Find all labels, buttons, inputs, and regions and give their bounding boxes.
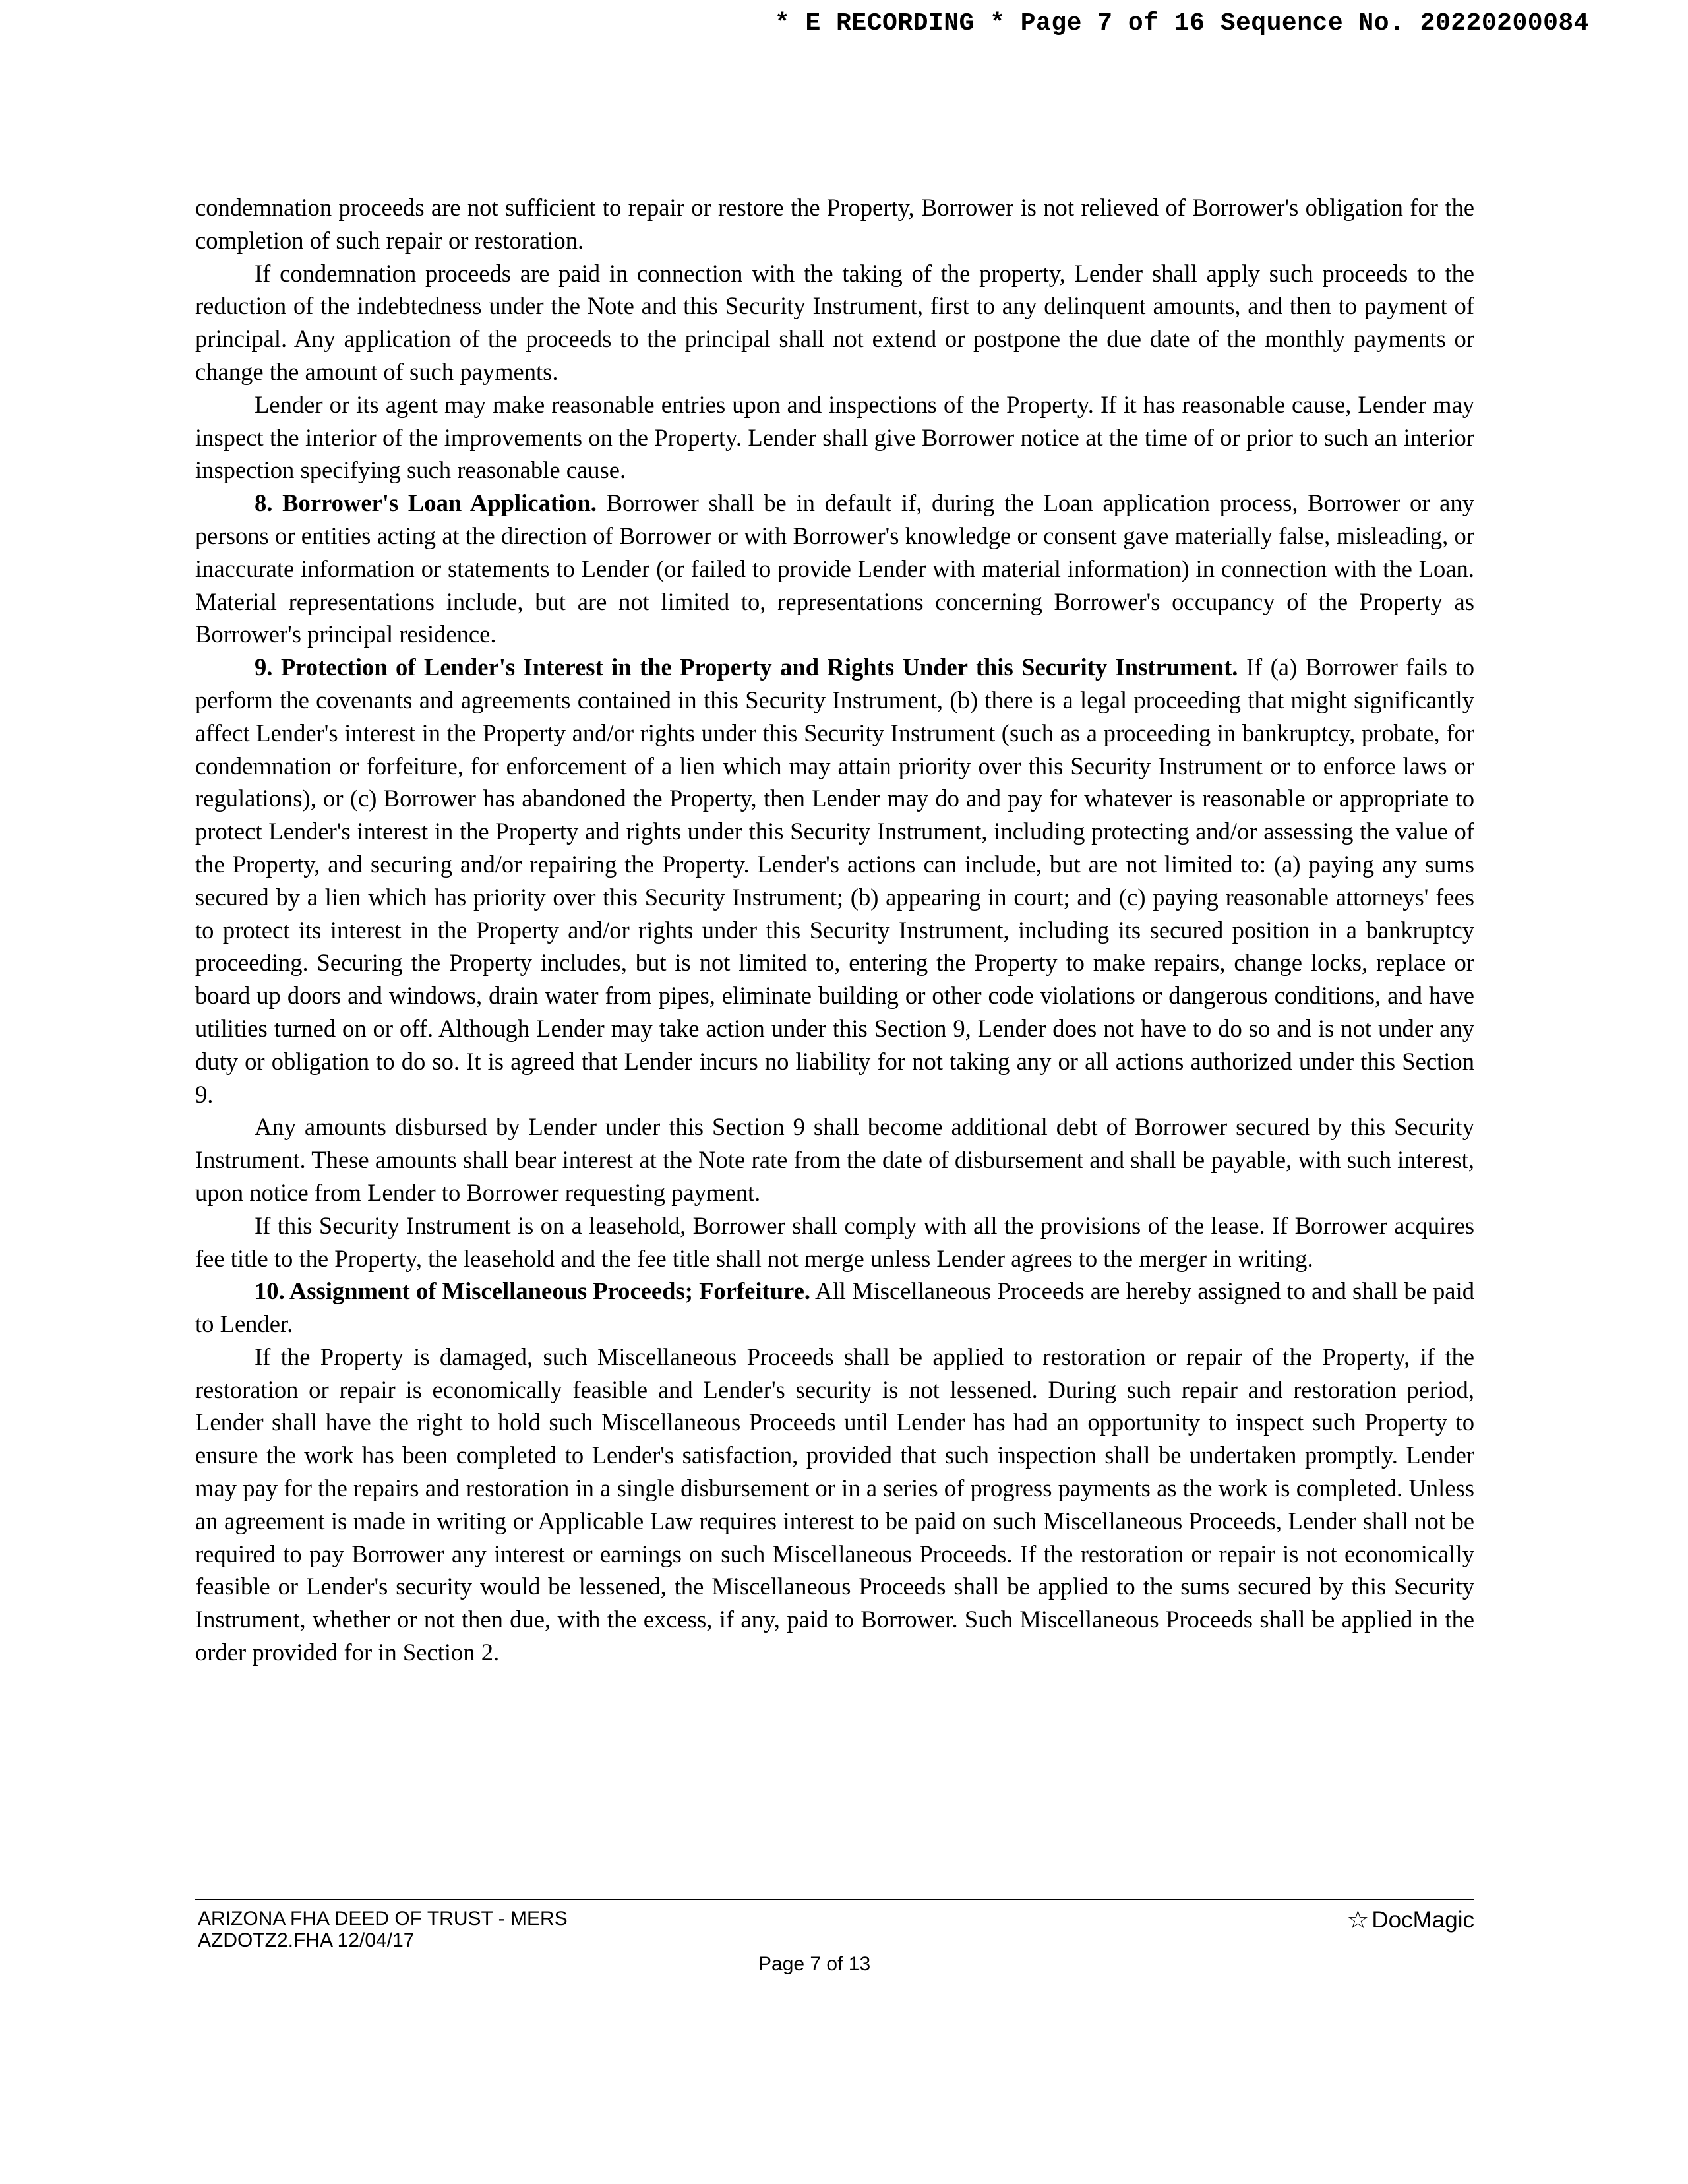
footer-divider [195,1899,1474,1900]
section-8-title: 8. Borrower's Loan Application. [255,489,597,517]
paragraph-leasehold: If this Security Instrument is on a leasehold, Borrower shall comply with all the provisions of the lease. If Borrower acquires fee title to the Property, the leasehold and the fee title shall not merge unless Lender agrees to the merger in writing. [195,1211,1474,1272]
section-8-text: Borrower shall be in default if, during the Loan application process, Borrower or any persons or entities acting at the direction of Borrower or with Borrower's knowledge or consent gave materially false, misleading, or inaccurate information or statements to Lender (or failed to provide Lender with material information) in connection with the Loan. Material representations include, but are not limited to, representations concerning Borrower's occupancy of the Property as Borrower's principal residence. [195,489,1474,648]
paragraph-condemnation-proceeds: If condemnation proceeds are paid in connection with the taking of the property, Lender shall apply such proceeds to the reduction of the indebtedness under the Note and this Security Instrument, first to any delinquent amounts, and then to payment of principal. Any application of the proceeds to the principal shall not extend or postpone the due date of the monthly payments or change the amount of such payments. [195,259,1474,385]
paragraph-disbursed-amounts: Any amounts disbursed by Lender under this Section 9 shall become additional debt of Borrower secured by this Security Instrument. These amounts shall bear interest at the Note rate from the date of disbursement and shall be payable, with such interest, upon notice from Lender to Borrower requesting payment. [195,1113,1474,1206]
brand-name: DocMagic [1372,1907,1474,1933]
footer-page-number: Page 7 of 13 [758,1953,871,1975]
section-9-text: If (a) Borrower fails to perform the covenants and agreements contained in this Security Instrument, (b) there is a legal proceeding that might significantly affect Lender's interest in the Property and/or rights under this Security Instrument (such as a proceeding in bankruptcy, probate, for condemnation or forfeiture, for enforcement of a lien which may attain priority over this Security Instrument or to enforce laws or regulations), or (c) Borrower has abandoned the Property, then Lender may do and pay for whatever is reasonable or appropriate to protect Lender's interest in the Property and rights under this Security Instrument, including protecting and/or assessing the value of the Property, and securing and/or repairing the Property. Lender's actions can include, but are not limited to: (a) paying any sums secured by a lien which has priority over this Security Instrument; (b) appearing in court; and (c) paying reasonable attorneys' fees to protect its interest in the Property and/or rights under this Security Instrument, including its secured position in a bankruptcy proceeding. Securing the Property includes, but is not limited to, entering the Property to make repairs, change locks, replace or board up doors and windows, drain water from pipes, eliminate building or other code violations or dangerous conditions, and have utilities turned on or off. Although Lender may take action under this Section 9, Lender does not have to do so and is not under any duty or obligation to do so. It is agreed that Lender incurs no liability for not taking any or all actions authorized under this Section 9. [195,653,1474,1108]
section-8 [195,487,1474,651]
section-10-title: 10. Assignment of Miscellaneous Proceeds; Forfeiture. [255,1277,811,1305]
document-body [195,191,1474,1669]
section-10 [195,1275,1474,1341]
footer-form-info [198,1908,568,1951]
section-9 [195,651,1474,1110]
section-10-text: All Miscellaneous Proceeds are hereby assigned to and shall be paid to Lender. [195,1277,1474,1338]
docmagic-logo [1346,1907,1474,1933]
footer-form-code: AZDOTZ2.FHA 12/04/17 [198,1929,415,1951]
paragraph-inspections: Lender or its agent may make reasonable entries upon and inspections of the Property. If it has reasonable cause, Lender may inspect the interior of the improvements on the Property. Lender shall give Borrower notice at the time of or prior to such an interior inspection specifying such reasonable cause. [195,390,1474,484]
paragraph-condemnation-continued: condemnation proceeds are not sufficient to repair or restore the Property, Borrower is not relieved of Borrower's obligation for the completion of such repair or restoration. [195,194,1474,254]
footer-form-title: ARIZONA FHA DEED OF TRUST - MERS [198,1908,568,1929]
section-9-title: 9. Protection of Lender's Interest in the Property and Rights Under this Security Instrument. [255,653,1238,681]
recording-header: * E RECORDING * Page 7 of 16 Sequence No. 20220200084 [774,9,1589,38]
paragraph-property-damaged: If the Property is damaged, such Miscellaneous Proceeds shall be applied to restoration or repair of the Property, if the restoration or repair is economically feasible and Lender's security is not lessened. During such repair and restoration period, Lender shall have the right to hold such Miscellaneous Proceeds until Lender has had an opportunity to inspect such Property to ensure the work has been completed to Lender's satisfaction, provided that such inspection shall be undertaken promptly. Lender may pay for the repairs and restoration in a single disbursement or in a series of progress payments as the work is completed. Unless an agreement is made in writing or Applicable Law requires interest to be paid on such Miscellaneous Proceeds, Lender shall not be required to pay Borrower any interest or earnings on such Miscellaneous Proceeds. If the restoration or repair is not economically feasible or Lender's security would be lessened, the Miscellaneous Proceeds shall be applied to the sums secured by this Security Instrument, whether or not then due, with the excess, if any, paid to Borrower. Such Miscellaneous Proceeds shall be applied in the order provided for in Section 2. [195,1343,1474,1666]
star-outline-icon: ☆ [1346,1906,1370,1934]
